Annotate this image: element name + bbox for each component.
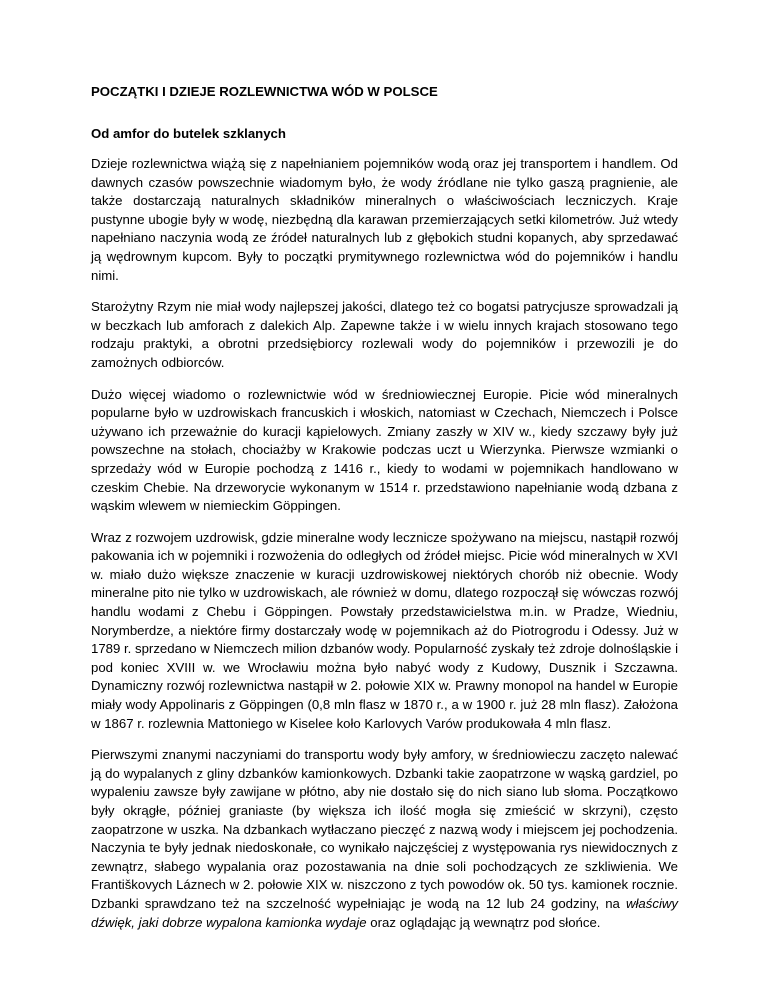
document-page [91,83,678,945]
paragraph-2: Starożytny Rzym nie miał wody najlepszej jakości, dlatego też co bogatsi patrycjusze sprowadzali ją w beczkach lub amforach z dalekich Alp. Zapewne także i w wielu innych krajach stosowano tego rodzaju praktyki, a obrotni przedsiębiorcy rozlewali wody do pojemników i przewozili je do zamożnych odbiorców. [91,299,678,370]
paragraph-3: Dużo więcej wiadomo o rozlewnictwie wód w średniowiecznej Europie. Picie wód mineralnych popularne było w uzdrowiskach francuskich i włoskich, natomiast w Czechach, Niemczech i Polsce używano ich przeważnie do kuracji kąpielowych. Zmiany zaszły w XIV w., kiedy szczawy były już powszechne na stołach, chociażby w Krakowie podczas uczt u Wierzynka. Pierwsze wzmianki o sprzedaży wód w Europie pochodzą z 1416 r., kiedy to wodami w pojemnikach handlowano w czeskim Chebie. Na drzeworycie wykonanym w 1514 r. przedstawiono napełnianie wodą dzbana z wąskim wlewem w niemieckim Göppingen. [91,386,678,514]
paragraph-5 [91,746,678,932]
section-heading: Od amfor do butelek szklanych [91,126,286,141]
paragraph-5-italic-text: właściwy dźwięk, jaki dobrze wypalona kamionka wydaje [91,895,678,930]
document-title: POCZĄTKI I DZIEJE ROZLEWNICTWA WÓD W POLSCE [91,84,438,99]
paragraph-4: Wraz z rozwojem uzdrowisk, gdzie mineralne wody lecznicze spożywano na miejscu, nastąpił rozwój pakowania ich w pojemniki i rozwożenia do odległych od źródeł miejsc. Picie wód mineralnych w XVI w. miało dużo większe znaczenie w kuracji uzdrowiskowej niektórych chorób niż obecnie. Wody mineralne pito nie tylko w uzdrowiskach, ale również w domu, dlatego rozpoczął się wówczas rozwój handlu wodami z Chebu i Göppingen. Powstały przedstawicielstwa m.in. w Pradze, Wiedniu, Norymberdze, a niektóre firmy dostarczały wodę w pojemnikach aż do Piotrogrodu i Odessy. Już w 1789 r. sprzedano w Niemczech milion dzbanów wody. Popularność zyskały też zdroje dolnośląskie i pod koniec XVIII w. we Wrocławiu można było nabyć wody z Kudowy, Dusznik i Szczawna. Dynamiczny rozwój rozlewnictwa nastąpił w 2. połowie XIX w. Prawny monopol na handel w Europie miały wody Appolinaris z Göppingen (0,8 mln flasz w 1870 r., a w 1900 r. już 28 mln flasz). Założona w 1867 r. rozlewnia Mattoniego w Kiselee koło Karlovych Varów produkowała 4 mln flasz. [91,529,678,731]
paragraph-1: Dzieje rozlewnictwa wiążą się z napełnianiem pojemników wodą oraz jej transportem i handlem. Od dawnych czasów powszechnie wiadomym było, że wody źródlane nie tylko gaszą pragnienie, ale także dostarczają naturalnych składników mineralnych o właściwościach leczniczych. Kraje pustynne ubogie były w wodę, niezbędną dla karawan przemierzających setki kilometrów. Już wtedy napełniano naczynia wodą ze źródeł naturalnych lub z głębokich studni kopanych, aby sprzedawać ją wędrownym kupcom. Były to początki prymitywnego rozlewnictwa wód do pojemników i handlu nimi. [91,156,678,283]
paragraph-5-text-start: Pierwszymi znanymi naczyniami do transportu wody były amfory, w średniowieczu zaczęto nalewać ją do wypalanych z gliny dzbanków kamionkowych. Dzbanki takie zaopatrzone w wąską gardziel, po wypaleniu zawsze były zawijane w płótno, aby nie dostało się do nich siano lub słoma. Początkowo były okrągłe, później graniaste (by większa ich ilość mogła się zmieścić w skrzyni), często zaopatrzone w uszka. Na dzbankach wytłaczano pieczęć z nazwą wody i miejscem jej pochodzenia. Naczynia te były jednak niedoskonałe, co wynikało najczęściej z występowania rys niewidocznych z zewnątrz, słabego wypalania oraz pozostawania na dnie soli pochodzących ze szkliwienia. We Františkovych Láznech w 2. połowie XIX w. niszczono z tych powodów ok. 50 tys. kamionek rocznie. Dzbanki sprawdzano też na szczelność wypełniając je wodą na 12 lub 24 godziny, na [91,747,678,911]
paragraph-5-text-end: oraz oglądając ją wewnątrz pod słońce. [366,914,601,930]
